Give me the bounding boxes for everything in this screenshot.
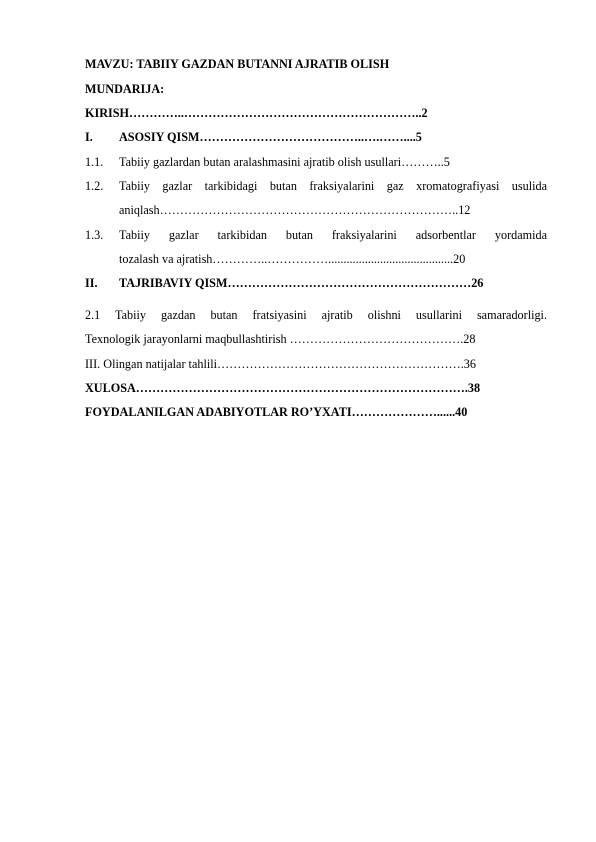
toc-entry-number: 1.1. [85,155,104,169]
contents-heading: MUNDARIJA: [85,82,165,96]
toc-entry-section-1-2-line-1: Tabiiy gazlar tarkibidagi butan fraksiyalarini gaz xromatografiyasi usulida [119,179,547,193]
toc-entry-section-1-3-line-2: tozalash va ajratish…………..…………….........................................20 [119,252,466,266]
toc-entry-section-1-3-line-1: Tabiiy gazlar tarkibidan butan fraksiyalarini adsorbentlar yordamida [119,228,547,242]
document-title: MAVZU: TABIIY GAZDAN BUTANNI AJRATIB OLISH [85,57,390,71]
toc-entry-number: II. [85,276,98,290]
toc-entry-section-1-1: Tabiiy gazlardan butan aralashmasini ajratib olish usullari………..5 [119,155,450,169]
toc-entry-conclusion: XULOSA……………………………………………………………………….38 [85,381,481,395]
toc-entry-section-2-1-line-1: 2.1 Tabiiy gazdan butan fratsiyasini ajratib olishni usullarini samaradorligi. [85,308,547,322]
toc-entry-section-3: III. Olingan natijalar tahlili…………………………………………………….36 [85,357,476,371]
toc-entry-section-1-2-line-2: aniqlash………………………………………………………………..12 [119,203,471,217]
toc-entry-references: FOYDALANILGAN ADABIYOTLAR RO’YXATI…………………......40 [85,405,468,419]
toc-entry-number: 1.3. [85,228,104,242]
toc-entry-number: 1.2. [85,179,104,193]
toc-entry-number: I. [85,130,93,144]
toc-entry-intro: KIRISH…………..…………………………………………………..2 [85,106,428,120]
toc-entry-section-2: TAJRIBAVIY QISM……………………………………………………26 [119,276,484,290]
toc-entry-section-1: ASOSIY QISM…………………………………..….……....5 [119,130,422,144]
toc-entry-section-2-1-line-2: Texnologik jarayonlarni maqbullashtirish …………………………………….28 [85,332,476,346]
